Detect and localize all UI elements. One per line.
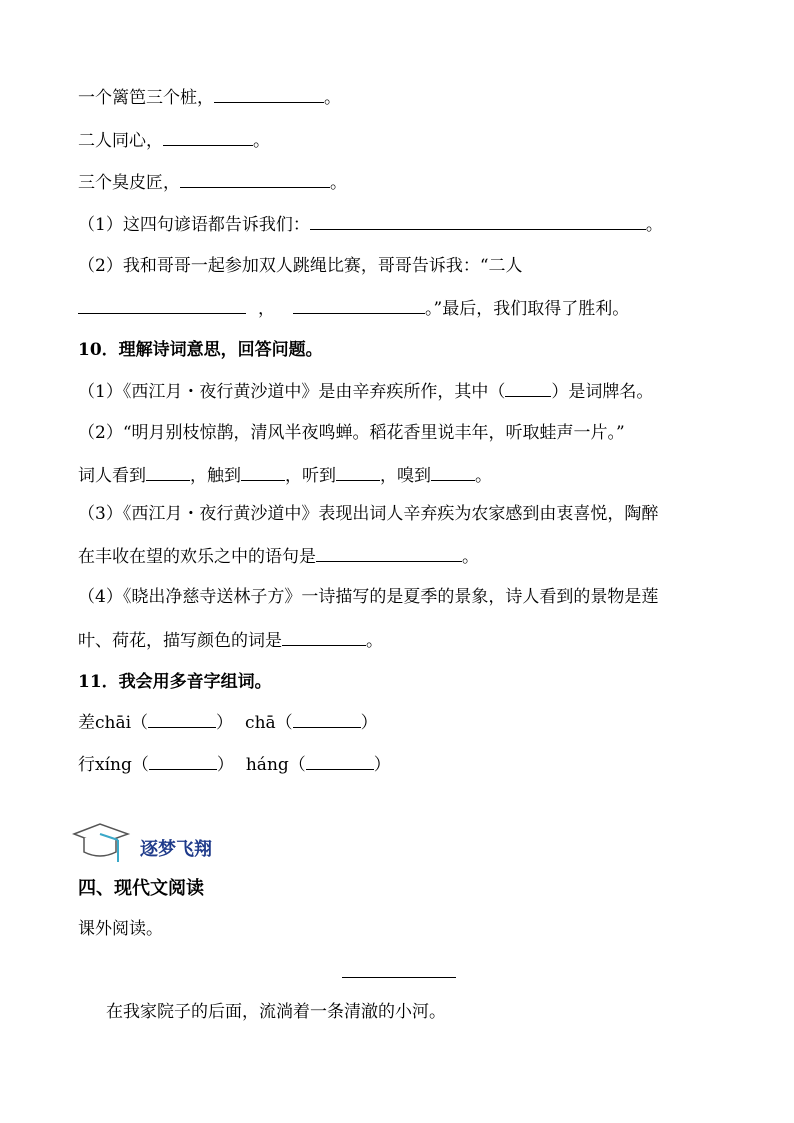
q11-row2 bbox=[78, 754, 391, 776]
question-text: ，听到 bbox=[285, 466, 336, 486]
q10-sub3-line2 bbox=[78, 545, 479, 568]
q11-title bbox=[78, 671, 272, 693]
punct: ， bbox=[258, 299, 275, 319]
question-text: （4）《晓出净慈寺送林子方》一诗描写的是夏季的景象，诗人看到的景物是莲 bbox=[78, 587, 659, 607]
answer-blank[interactable] bbox=[316, 545, 462, 562]
polyphone-char: 行 bbox=[78, 755, 95, 775]
answer-blank[interactable] bbox=[310, 213, 646, 230]
question-text: （3）《西江月・夜行黄沙道中》表现出词人辛弃疾为农家感到由衷喜悦，陶醉 bbox=[78, 504, 659, 524]
answer-blank[interactable] bbox=[148, 713, 216, 728]
question-text: ，触到 bbox=[190, 466, 241, 486]
q9-part2-line1 bbox=[78, 255, 523, 277]
pinyin-label: chā（ bbox=[245, 713, 293, 733]
q10-sub1 bbox=[78, 381, 653, 403]
polyphone-char: 差 bbox=[78, 713, 95, 733]
answer-blank[interactable] bbox=[163, 129, 253, 146]
question-title: 10．理解诗词意思，回答问题。 bbox=[78, 340, 323, 360]
punct: 。 bbox=[645, 215, 663, 235]
punct: 。 bbox=[475, 466, 492, 486]
answer-blank[interactable] bbox=[180, 171, 330, 188]
punct: 。 bbox=[253, 131, 270, 151]
punct: 。 bbox=[462, 547, 479, 567]
pinyin-label: chāi（ bbox=[95, 713, 149, 733]
passage-first-line bbox=[106, 1001, 446, 1023]
punct: 。 bbox=[366, 631, 383, 651]
q11-row1 bbox=[78, 712, 378, 734]
question-text: 在丰收在望的欢乐之中的语句是 bbox=[78, 547, 316, 567]
answer-blank[interactable] bbox=[146, 464, 190, 481]
idiom-text: 二人同心， bbox=[78, 131, 163, 151]
q10-title bbox=[78, 339, 323, 361]
passage-title-blank bbox=[342, 977, 456, 978]
idiom-line-1 bbox=[78, 86, 341, 109]
question-text: 。”最后，我们取得了胜利。 bbox=[425, 299, 630, 319]
answer-blank[interactable] bbox=[431, 464, 475, 481]
pinyin-label: háng（ bbox=[245, 755, 306, 775]
punct: ） bbox=[216, 755, 234, 775]
idiom-line-3 bbox=[78, 171, 347, 194]
banner-title: 逐梦飞翔 bbox=[140, 839, 212, 860]
answer-blank[interactable] bbox=[241, 464, 285, 481]
section-sub bbox=[78, 918, 163, 940]
q9-part1 bbox=[78, 213, 663, 236]
answer-blank[interactable] bbox=[78, 297, 246, 314]
q10-sub4-line2 bbox=[78, 629, 383, 652]
question-text: ，嗅到 bbox=[380, 466, 431, 486]
passage-text: 在我家院子的后面，流淌着一条清澈的小河。 bbox=[106, 1002, 446, 1022]
q10-sub2-line1 bbox=[78, 422, 625, 444]
answer-blank[interactable] bbox=[505, 382, 551, 397]
idiom-text: 三个臭皮匠， bbox=[78, 173, 180, 193]
answer-blank[interactable] bbox=[293, 713, 361, 728]
answer-blank[interactable] bbox=[149, 755, 217, 770]
punct: ） bbox=[360, 713, 378, 733]
question-text: （2）我和哥哥一起参加双人跳绳比赛，哥哥告诉我：“二人 bbox=[78, 256, 523, 276]
punct: ） bbox=[373, 755, 391, 775]
punct: 。 bbox=[330, 173, 347, 193]
punct: ） bbox=[216, 713, 234, 733]
question-text: （1）《西江月・夜行黄沙道中》是由辛弃疾所作，其中（ bbox=[78, 382, 506, 402]
section-title: 四、现代文阅读 bbox=[78, 878, 204, 899]
answer-blank[interactable] bbox=[336, 464, 380, 481]
punct: 。 bbox=[324, 88, 341, 108]
q10-sub3-line1 bbox=[78, 503, 658, 525]
pinyin-label: xíng（ bbox=[95, 755, 149, 775]
answer-blank[interactable] bbox=[214, 86, 324, 103]
idiom-text: 一个篱笆三个桩， bbox=[78, 88, 214, 108]
question-text: ）是词牌名。 bbox=[551, 382, 654, 402]
question-text: （2）“明月别枝惊鹊，清风半夜鸣蝉。稻花香里说丰年，听取蛙声一片。” bbox=[78, 423, 625, 443]
answer-blank[interactable] bbox=[282, 629, 366, 646]
q10-sub4-line1 bbox=[78, 586, 658, 608]
question-title: 11．我会用多音字组词。 bbox=[78, 672, 272, 692]
question-text: 词人看到 bbox=[78, 466, 146, 486]
answer-blank[interactable] bbox=[293, 297, 425, 314]
q9-part2-line2 bbox=[78, 297, 629, 320]
question-text: （1）这四句谚语都告诉我们： bbox=[78, 215, 310, 235]
idiom-line-2 bbox=[78, 129, 270, 152]
section-heading bbox=[78, 878, 204, 900]
q10-sub2-line2 bbox=[78, 464, 492, 487]
section-subtitle: 课外阅读。 bbox=[78, 919, 163, 939]
question-text: 叶、荷花，描写颜色的词是 bbox=[78, 631, 282, 651]
answer-blank[interactable] bbox=[306, 755, 374, 770]
